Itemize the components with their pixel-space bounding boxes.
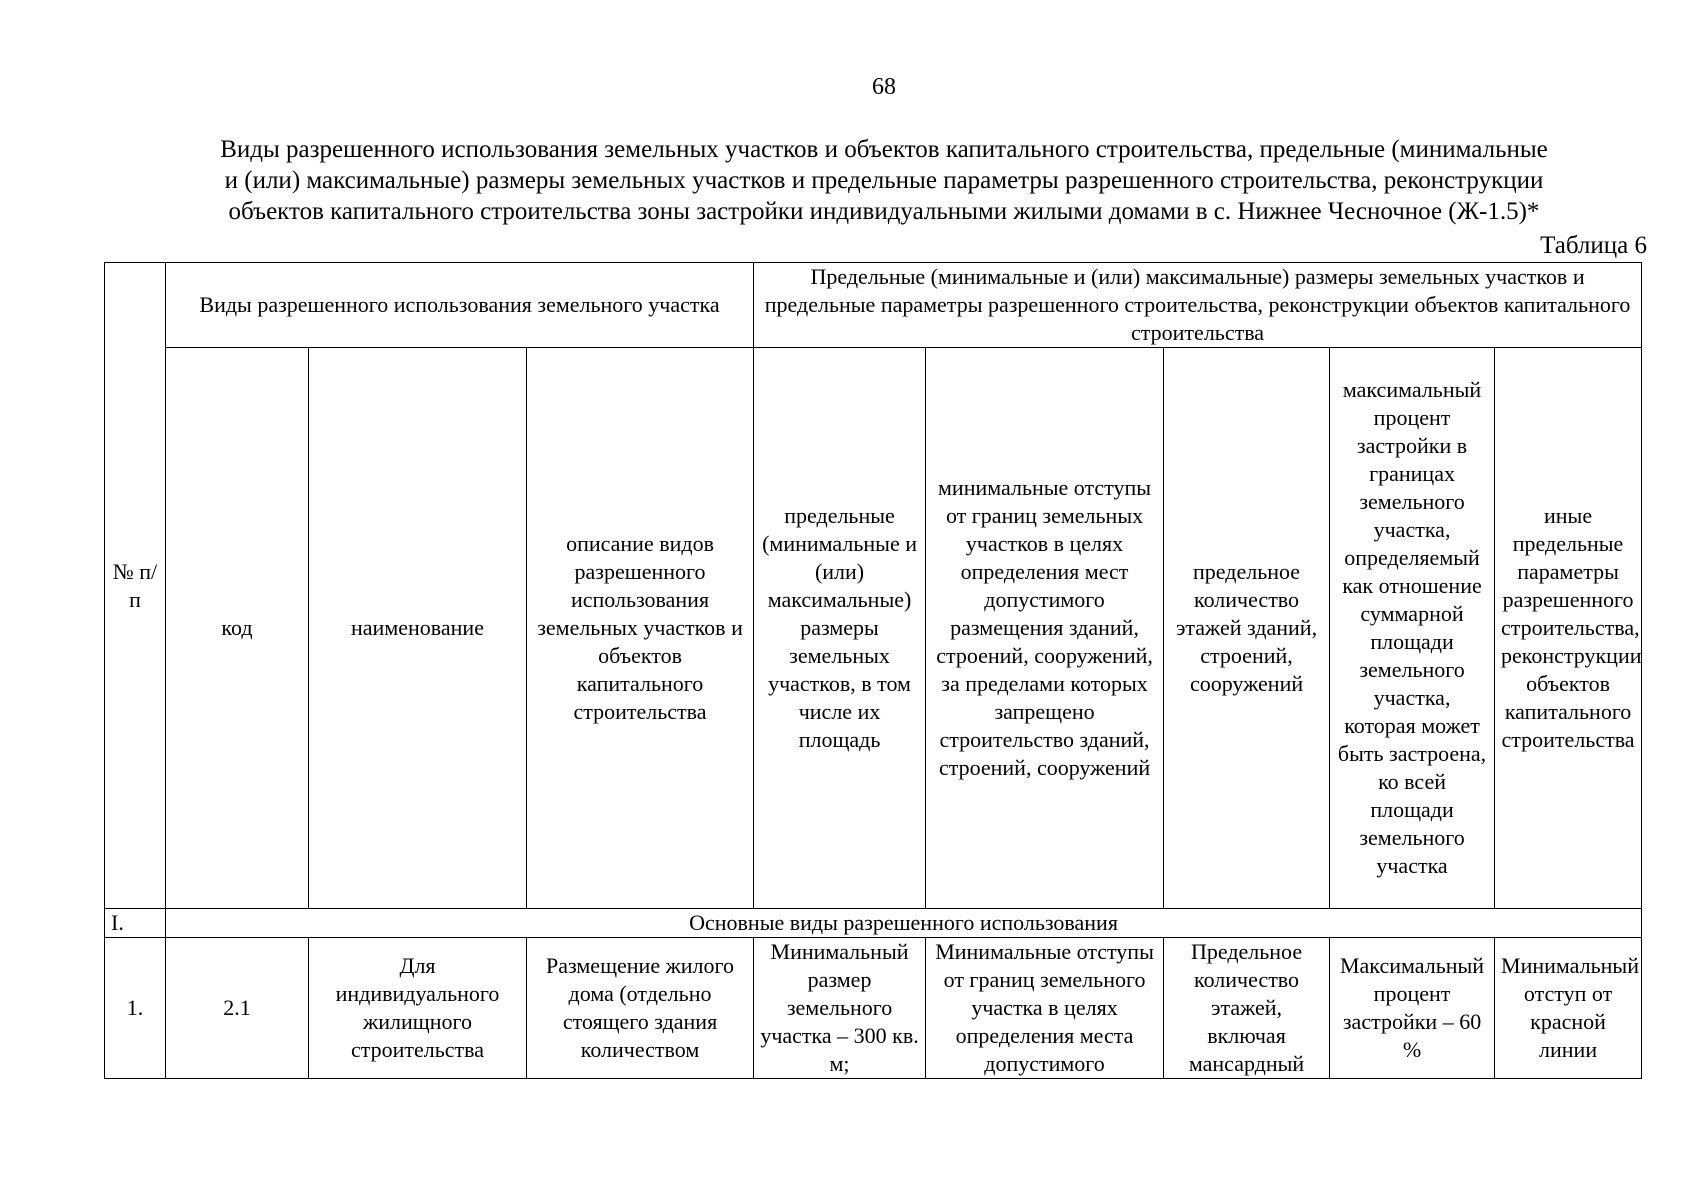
title-line-3: объектов капитального строительства зоны застройки индивидуальными жилыми домами в с. Нижнее Чесночное (Ж-1.5)* <box>228 198 1540 225</box>
cell-name: Для индивидуального жилищного строительства <box>309 938 527 1079</box>
cell-floors: Предельное количество этажей, включая мансардный <box>1164 938 1330 1079</box>
cell-num: 1. <box>105 938 166 1079</box>
section-num: I. <box>105 909 166 938</box>
header-floors: предельное количество этажей зданий, строений, сооружений <box>1164 348 1330 909</box>
header-plot-size: предельные (минимальные и (или) максимальные) размеры земельных участков, в том числе их площадь <box>754 348 926 909</box>
table-label: Таблица 6 <box>1540 232 1647 259</box>
section-row <box>105 909 1642 938</box>
cell-plot-size: Минимальный размер земельного участка – 300 кв. м; <box>754 938 926 1079</box>
table-row <box>105 938 1642 1079</box>
header-code: код <box>166 348 309 909</box>
header-coverage: максимальный процент застройки в границах земельного участка, определяемый как отношение суммарной площади земельного участка, которая может быть застроена, ко всей площади земельного участка <box>1330 348 1495 909</box>
cell-other: Минимальный отступ от красной линии <box>1495 938 1642 1079</box>
title-line-2: и (или) максимальные) размеры земельных участков и предельные параметры разрешенного строительства, реконструкции <box>224 167 1544 194</box>
regulations-table <box>104 262 1642 1079</box>
header-row-groups <box>105 263 1642 348</box>
document-title <box>104 134 1664 227</box>
cell-setbacks: Минимальные отступы от границ земельного участка в целях определения места допустимого <box>926 938 1164 1079</box>
page-number: 68 <box>872 74 896 100</box>
header-group-limits: Предельные (минимальные и (или) максимальные) размеры земельных участков и предельные параметры разрешенного строительства, реконструкции объектов капитального строительства <box>754 263 1642 348</box>
cell-code: 2.1 <box>166 938 309 1079</box>
header-setbacks: минимальные отступы от границ земельных участков в целях определения мест допустимого размещения зданий, строений, сооружений, за пределами которых запрещено строительство зданий, строений, сооружений <box>926 348 1164 909</box>
header-other: иные предельные параметры разрешенного строительства, реконструкции объектов капитального строительства <box>1495 348 1642 909</box>
cell-coverage: Максимальный процент застройки – 60 % <box>1330 938 1495 1079</box>
title-line-1: Виды разрешенного использования земельных участков и объектов капитального строительства, предельные (минимальные <box>220 136 1548 163</box>
header-group-permitted-uses: Виды разрешенного использования земельного участка <box>166 263 754 348</box>
section-title: Основные виды разрешенного использования <box>166 909 1642 938</box>
header-row-columns <box>105 348 1642 909</box>
header-name: наименование <box>309 348 527 909</box>
header-description: описание видов разрешенного использования земельных участков и объектов капитального строительства <box>527 348 754 909</box>
header-num: № п/п <box>105 263 166 909</box>
cell-description: Размещение жилого дома (отдельно стоящего здания количеством <box>527 938 754 1079</box>
